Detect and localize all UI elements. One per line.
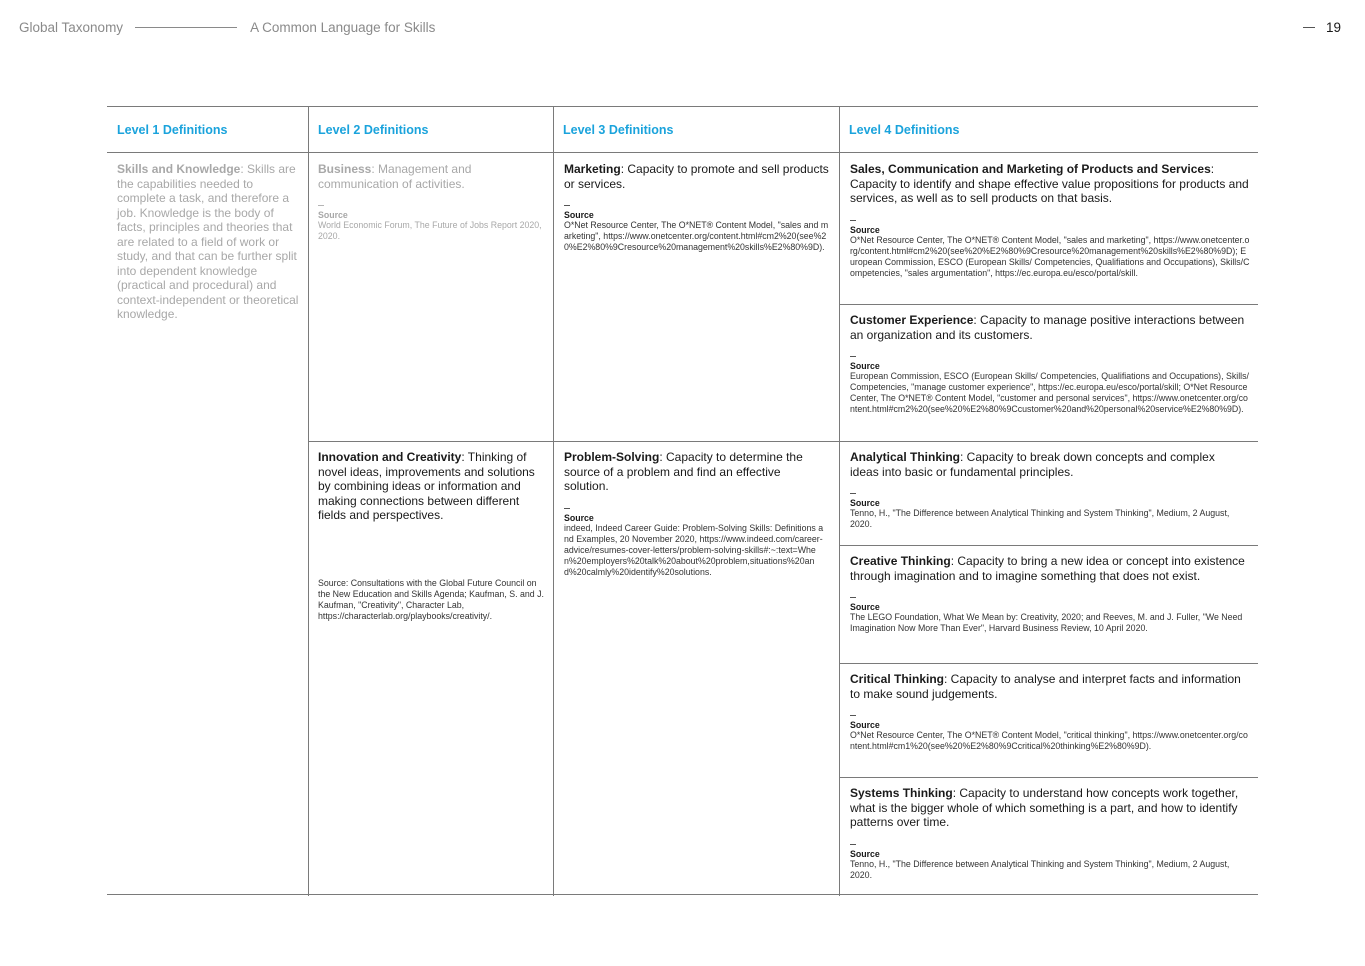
level2-term: Business xyxy=(318,162,372,176)
source-dash xyxy=(564,205,570,206)
level4-systems-thinking xyxy=(850,786,1250,881)
level4-text: : Capacity to understand how concepts work together, what is the bigger whole of which something is a part, and how to identify patterns over time. xyxy=(850,786,1239,829)
column-header-level-2: Level 2 Definitions xyxy=(308,107,553,153)
source-label: Source xyxy=(850,602,880,612)
source-text: European Commission, ESCO (European Skills/ Competencies, Qualifiations and Occupations), Skills/Competencies, "manage customer experience", https://ec.europa.eu/esco/portal/skill; O*Net Resource Center, The O*NET® Content Model, "customer and personal services", https://www.onetcenter.org/content.html#cm2%20(see%20%E2%80%9Ccustomer%20and%20personal%20service%E2%80%9D). xyxy=(850,371,1249,414)
row-divider xyxy=(839,777,1258,778)
level4-text: : Capacity to analyse and interpret facts and information to make sound judgements. xyxy=(850,672,1241,701)
level2-innovation xyxy=(318,450,544,523)
level4-analytical-thinking xyxy=(850,450,1240,530)
level4-creative-thinking xyxy=(850,554,1250,634)
level4-term: Analytical Thinking xyxy=(850,450,961,464)
source-text: O*Net Resource Center, The O*NET® Content Model, "sales and marketing", https://www.onetcenter.org/content.html#cm2%20(see%20%E2%80%9Cresource%20management%20skills%E2%80%9D). xyxy=(564,220,829,252)
page-number-group xyxy=(1303,20,1341,35)
level1-definition xyxy=(117,162,301,322)
source-text: O*Net Resource Center, The O*NET® Content Model, "critical thinking", https://www.onetcenter.org/content.html#cm1%20(see%20%E2%80%9Ccritical%20thinking%E2%80%9D). xyxy=(850,730,1248,751)
level4-term: Critical Thinking xyxy=(850,672,945,686)
level4-term: Sales, Communication and Marketing of Products and Services xyxy=(850,162,1211,176)
source-label: Source xyxy=(850,848,880,859)
page-number: 19 xyxy=(1325,19,1341,35)
level4-text: : Capacity to manage positive interactions between an organization and its customers. xyxy=(850,313,1245,342)
source-text: Tenno, H., "The Difference between Analytical Thinking and System Thinking", Medium, 2 August, 2020. xyxy=(850,508,1230,529)
level3-marketing xyxy=(564,162,830,253)
level2-text: : Thinking of novel ideas, improvements and solutions by combining ideas or information and making connections between different fields and perspectives. xyxy=(318,450,535,522)
column-header-level-4: Level 4 Definitions xyxy=(839,107,1258,153)
column-header-level-1: Level 1 Definitions xyxy=(107,107,308,153)
level3-problem-solving xyxy=(564,450,826,578)
level1-term: Skills and Knowledge xyxy=(117,162,241,176)
source-dash xyxy=(850,715,856,716)
source-text: World Economic Forum, The Future of Jobs Report 2020, 2020. xyxy=(318,220,542,241)
source-label: Source xyxy=(850,361,880,371)
row-divider xyxy=(308,441,1258,442)
section-subtitle: A Common Language for Skills xyxy=(250,19,436,35)
level4-term: Creative Thinking xyxy=(850,554,951,568)
source-text: O*Net Resource Center, The O*NET® Content Model, "sales and marketing", https://www.onetcenter.org/content.html#cm2%20(see%20%E2%80%9Cresource%20management%20skills%E2%80%9D); European Commission, ESCO (European Skills/ Competencies, Qualifiations and Occupations), Skills/Competencies, "sales argumentation", https://ec.europa.eu/esco/portal/skill. xyxy=(850,234,1250,278)
header-rule xyxy=(135,27,237,28)
source-label: Source xyxy=(564,512,594,523)
page-number-dash xyxy=(1303,27,1315,28)
column-header-level-3: Level 3 Definitions xyxy=(553,107,839,153)
source-dash xyxy=(318,205,324,206)
source-text: indeed, Indeed Career Guide: Problem-Solving Skills: Definitions and Examples, 20 November 2020, https://www.indeed.com/career-advice/resumes-cover-letters/problem-solving-skills#:~:text=When%20employers%20talk%20about%20problem,situations%20and%20calmly%20identify%20solutions. xyxy=(564,522,824,577)
level3-term: Marketing xyxy=(564,162,621,176)
source-label: Source xyxy=(564,210,594,220)
row-divider xyxy=(839,304,1258,305)
level4-term: Customer Experience xyxy=(850,313,974,327)
level4-term: Systems Thinking xyxy=(850,786,953,800)
level2-term: Innovation and Creativity xyxy=(318,450,462,464)
source-label: Source xyxy=(850,720,880,730)
level2-text: : Management and communication of activities. xyxy=(318,162,472,191)
level2-business xyxy=(318,162,543,242)
source-dash xyxy=(850,597,856,598)
source-text: The LEGO Foundation, What We Mean by: Creativity, 2020; and Reeves, M. and J. Fuller, "We Need Imagination Now More Than Ever", Harvard Business Review, 10 April 2020. xyxy=(850,612,1243,633)
taxonomy-table xyxy=(107,106,1258,895)
level4-sales-communication xyxy=(850,162,1250,279)
source-label: Source xyxy=(850,498,880,508)
source-dash xyxy=(564,508,570,509)
row-divider xyxy=(839,663,1258,664)
section-title: Global Taxonomy xyxy=(19,19,124,35)
level4-customer-experience xyxy=(850,313,1250,415)
source-dash xyxy=(850,493,856,494)
level4-text: : Capacity to bring a new idea or concept into existence through imagination and to imagine something that does not exist. xyxy=(850,554,1245,583)
page-header xyxy=(19,18,1341,36)
level3-text: : Capacity to determine the source of a problem and find an effective solution. xyxy=(564,450,803,493)
source-dash xyxy=(850,844,856,845)
source-label: Source xyxy=(318,210,348,220)
source-dash xyxy=(850,220,856,221)
source-text: Tenno, H., "The Difference between Analytical Thinking and System Thinking", Medium, 2 August, 2020. xyxy=(850,858,1230,880)
level2-innovation-source: Source: Consultations with the Global Future Council on the New Education and Skills Agenda; Kaufman, S. and J. Kaufman, "Creativity", Character Lab, https://characterlab.org/playbooks/creativity/. xyxy=(318,578,544,621)
level1-text: : Skills are the capabilities needed to complete a task, and therefore a job. Knowledge is the body of facts, principles and theories that are related to a field of work or study, and that can be further split into dependent knowledge (practical and procedural) and context-independent or theoretical knowledge. xyxy=(117,162,299,321)
level3-text: : Capacity to promote and sell products or services. xyxy=(564,162,829,191)
column-divider xyxy=(308,107,309,896)
level3-term: Problem-Solving xyxy=(564,450,660,464)
level4-text: : Capacity to break down concepts and complex ideas into basic or fundamental principles. xyxy=(850,450,1215,479)
level4-text: : Capacity to identify and shape effective value propositions for products and services, as well as to sell products on that basis. xyxy=(850,162,1249,205)
column-divider xyxy=(553,107,554,896)
source-dash xyxy=(850,356,856,357)
row-divider xyxy=(839,545,1258,546)
level4-critical-thinking xyxy=(850,672,1250,752)
source-label: Source xyxy=(850,224,880,235)
